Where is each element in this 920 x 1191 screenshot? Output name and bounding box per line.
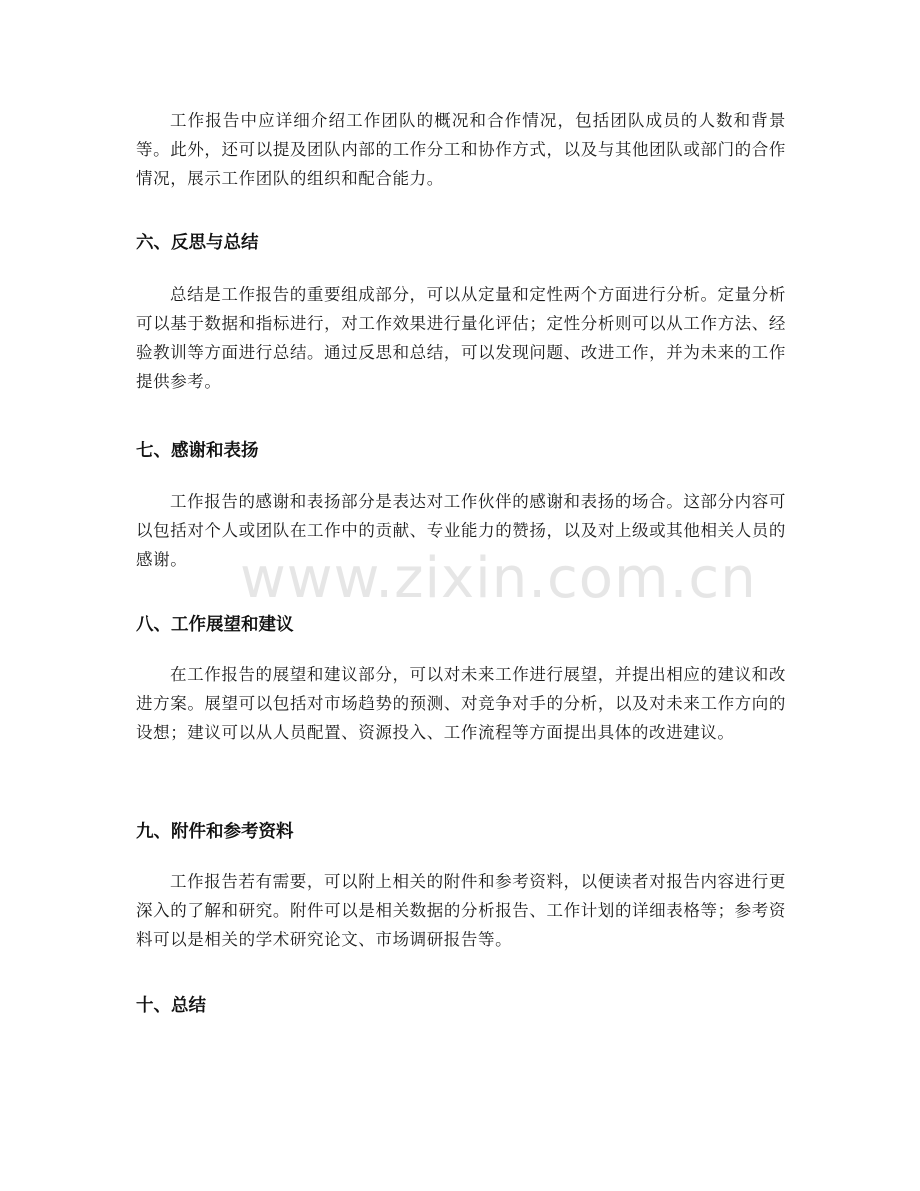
section-heading-reflection: 六、反思与总结 [136,233,259,253]
section-heading-thanks: 七、感谢和表扬 [136,441,259,461]
section-heading-summary: 十、总结 [136,996,206,1016]
section-paragraph-attachments: 工作报告若有需要，可以附上相关的附件和参考资料，以便读者对报告内容进行更深入的了解和研究。附件可以是相关数据的分析报告、工作计划的详细表格等；参考资料可以是相关的学术研究论文、市场调研报告等。 [136,872,786,949]
intro-paragraph: 工作报告中应详细介绍工作团队的概况和合作情况，包括团队成员的人数和背景等。此外，还可以提及团队内部的工作分工和协作方式，以及与其他团队或部门的合作情况，展示工作团队的组织和配合能力。 [136,111,786,188]
section-paragraph-thanks: 工作报告的感谢和表扬部分是表达对工作伙伴的感谢和表扬的场合。这部分内容可以包括对个人或团队在工作中的贡献、专业能力的赞扬，以及对上级或其他相关人员的感谢。 [136,492,786,569]
section-paragraph-reflection: 总结是工作报告的重要组成部分，可以从定量和定性两个方面进行分析。定量分析可以基于数据和指标进行，对工作效果进行量化评估；定性分析则可以从工作方法、经验教训等方面进行总结。通过反思和总结，可以发现问题、改进工作，并为未来的工作提供参考。 [136,285,786,391]
section-paragraph-outlook: 在工作报告的展望和建议部分，可以对未来工作进行展望，并提出相应的建议和改进方案。展望可以包括对市场趋势的预测、对竞争对手的分析，以及对未来工作方向的设想；建议可以从人员配置、资源投入、工作流程等方面提出具体的改进建议。 [136,665,786,742]
section-heading-outlook: 八、工作展望和建议 [136,615,294,635]
section-heading-attachments: 九、附件和参考资料 [136,822,294,842]
watermark: www.zixin.com.cn [240,546,757,611]
